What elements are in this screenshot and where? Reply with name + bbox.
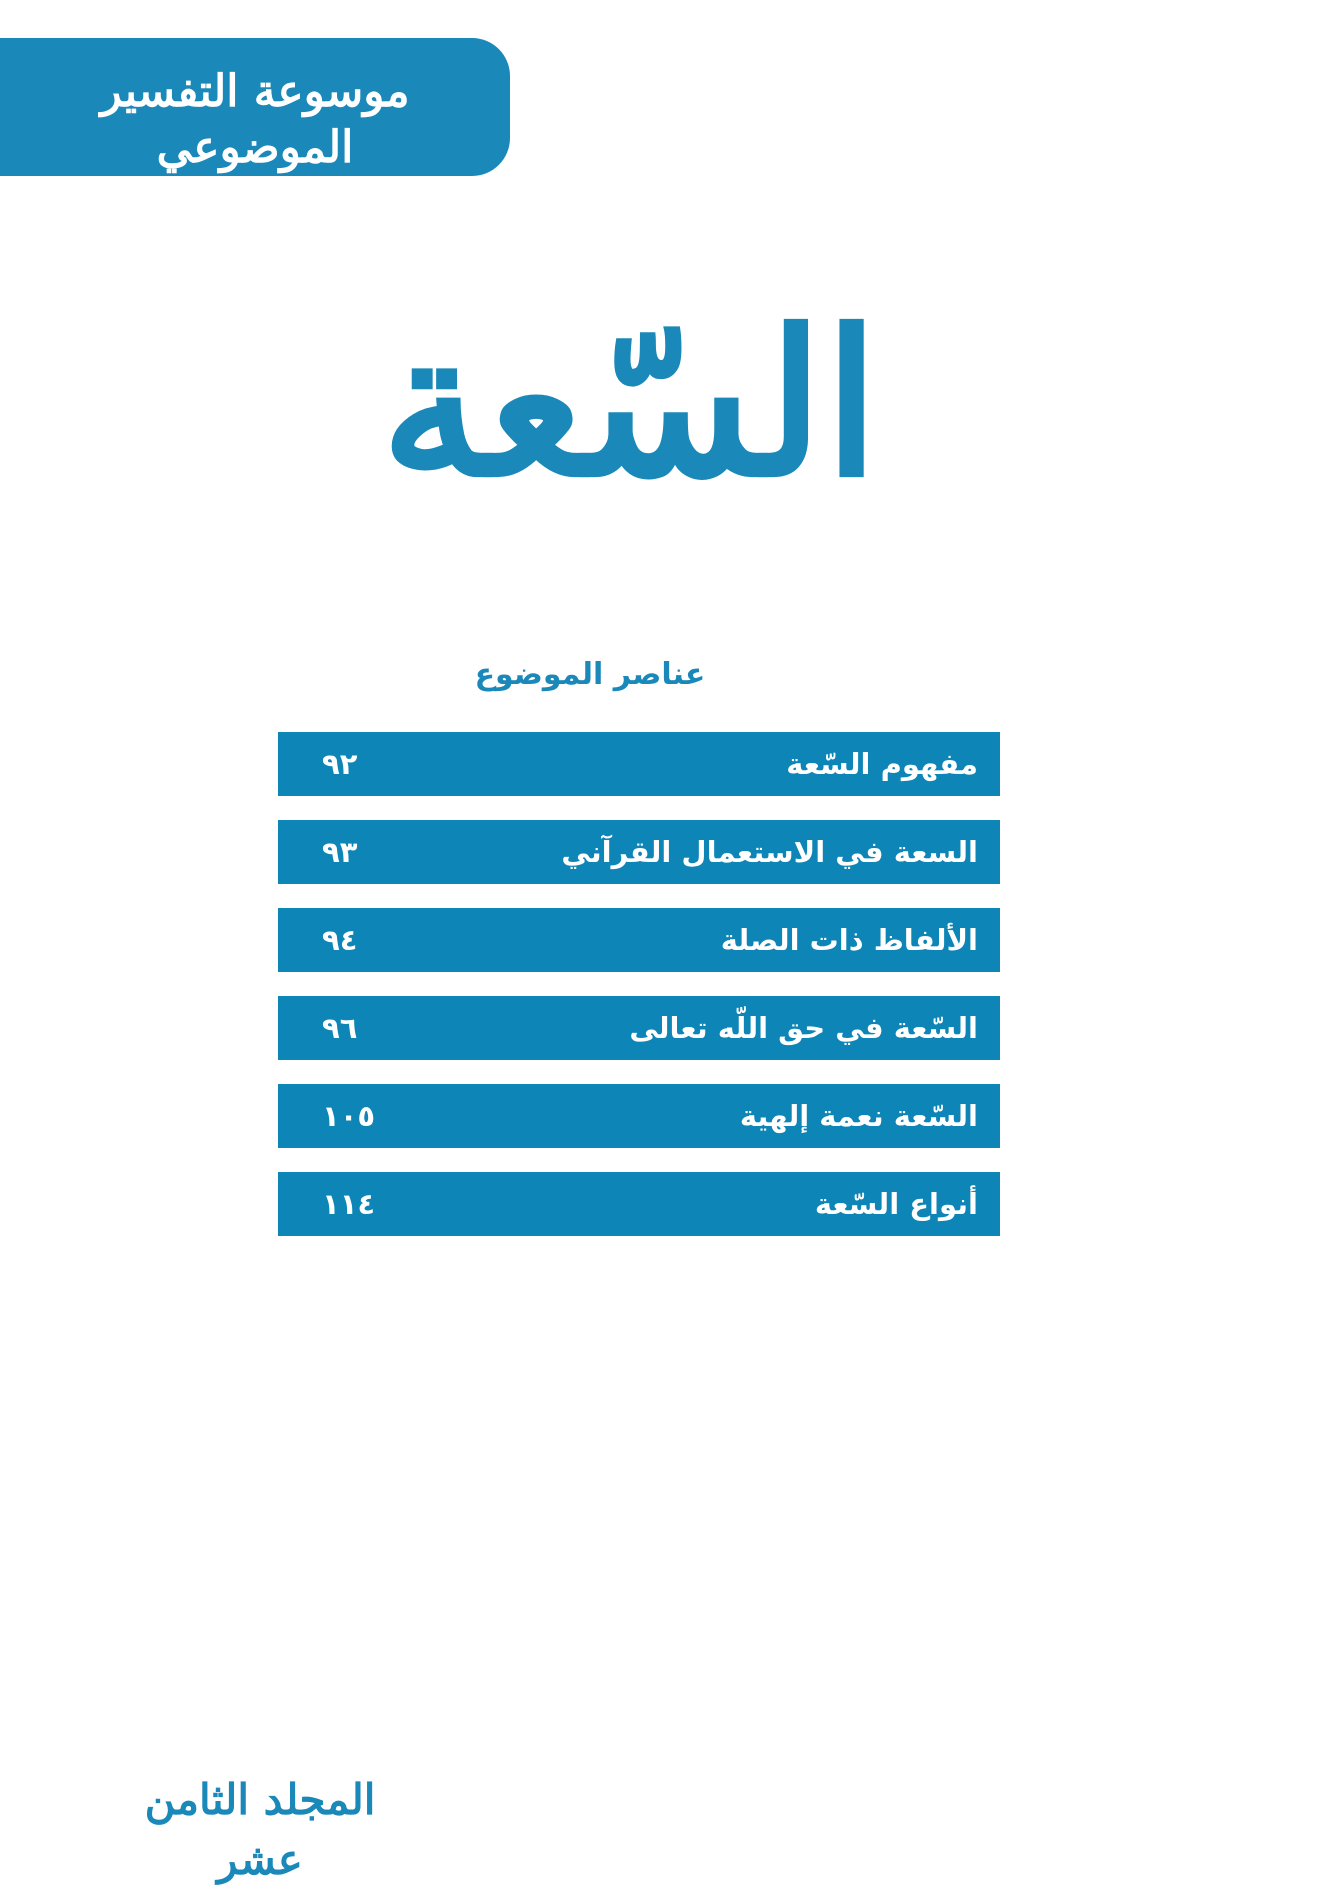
toc-item[interactable] — [278, 996, 1000, 1060]
toc-item[interactable] — [278, 908, 1000, 972]
toc-item-label: مفهوم السّعة — [786, 747, 978, 781]
toc-item[interactable] — [278, 820, 1000, 884]
toc-item-page-number: ٩٦ — [322, 1011, 358, 1045]
toc-heading: عناصر الموضوع — [474, 657, 706, 692]
toc-item-page-number: ٩٤ — [322, 923, 358, 957]
toc-item-label: الألفاظ ذات الصلة — [720, 923, 978, 957]
volume-label: المجلد الثامن عشر — [144, 1775, 376, 1884]
toc-item-label: السعة في الاستعمال القرآني — [561, 835, 978, 869]
toc-item-label: السّعة في حق اللّه تعالى — [629, 1011, 978, 1045]
series-subtitle: للقرآن الكريم — [198, 179, 312, 203]
toc-item-page-number: ٩٣ — [322, 835, 358, 869]
series-title: موسوعة التفسير الموضوعي — [100, 66, 410, 173]
toc-item-label: السّعة نعمة إلهية — [739, 1099, 978, 1133]
toc-item[interactable] — [278, 1172, 1000, 1236]
toc-item-label: أنواع السّعة — [814, 1187, 978, 1221]
toc-item[interactable] — [278, 1084, 1000, 1148]
toc-item-page-number: ١٠٥ — [322, 1099, 376, 1133]
toc-item-page-number: ١١٤ — [322, 1187, 376, 1221]
toc-item-page-number: ٩٢ — [322, 747, 358, 781]
series-banner — [0, 38, 510, 203]
topic-title: السّعة — [380, 287, 880, 522]
toc-item[interactable] — [278, 732, 1000, 796]
toc-list — [278, 732, 1000, 1260]
